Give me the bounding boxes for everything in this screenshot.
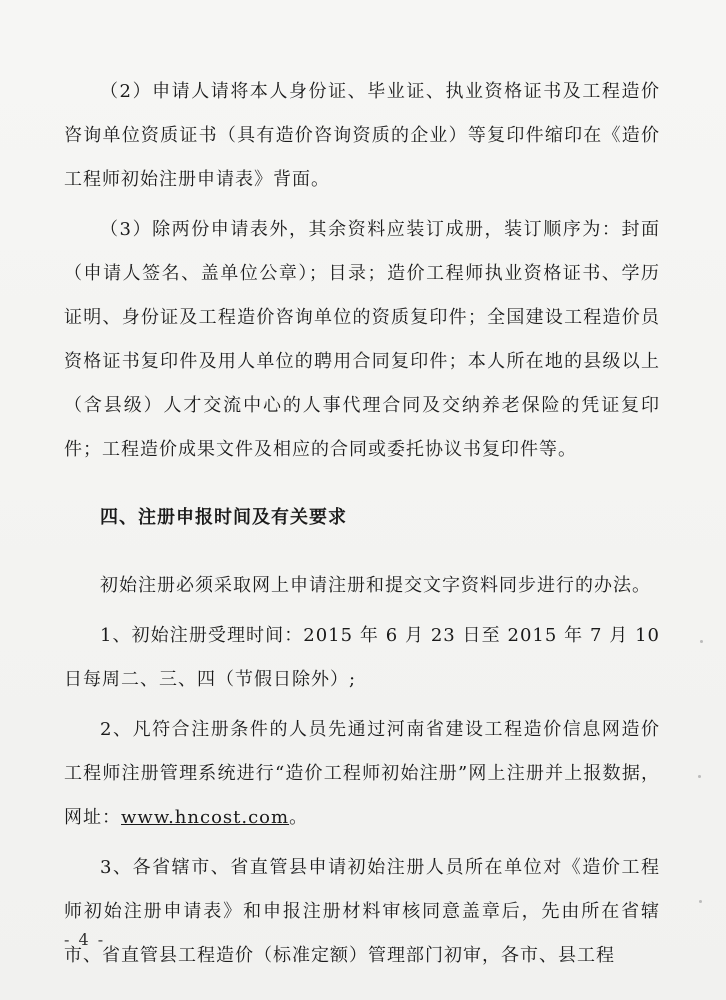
- paragraph-method: 初始注册必须采取网上申请注册和提交文字资料同步进行的办法。: [100, 575, 651, 596]
- scan-speck: [700, 640, 703, 643]
- document-body: [64, 70, 660, 978]
- online-text: 2、凡符合注册条件的人员先通过河南省建设工程造价信息网造价工程师注册管理系统进行“造价工程师初始注册”网上注册并上报数据，网址：: [64, 719, 660, 828]
- online-end: 。: [289, 807, 309, 828]
- section-heading: 四、注册申报时间及有关要求: [100, 507, 347, 528]
- website-link[interactable]: www.hncost.com: [121, 807, 290, 828]
- page-number: - 4 -: [64, 930, 106, 949]
- paragraph-3: （3）除两份申请表外，其余资料应装订成册，装订顺序为：封面（申请人签名、盖单位公章）；目录；造价工程师执业资格证书、学历证明、身份证及工程造价咨询单位的资质复印件；全国建设工程造价员资格证书复印件及用人单位的聘用合同复印件；本人所在地的县级以上（含县级）人才交流中心的人事代理合同及交纳养老保险的凭证复印件；工程造价成果文件及相应的合同或委托协议书复印件等。: [64, 219, 660, 460]
- paragraph-online: [64, 708, 660, 840]
- paragraph-2: （2）申请人请将本人身份证、毕业证、执业资格证书及工程造价咨询单位资质证书（具有造价咨询资质的企业）等复印件缩印在《造价工程师初始注册申请表》背面。: [64, 81, 660, 190]
- paragraph-time: 1、初始注册受理时间：2015 年 6 月 23 日至 2015 年 7 月 10 日每周二、三、四（节假日除外）;: [64, 625, 660, 690]
- scan-speck: [698, 775, 701, 778]
- scan-speck: [699, 900, 702, 903]
- paragraph-review: 3、各省辖市、省直管县申请初始注册人员所在单位对《造价工程师初始注册申请表》和申报注册材料审核同意盖章后，先由所在省辖市、省直管县工程造价（标准定额）管理部门初审，各市、县工程: [64, 857, 660, 966]
